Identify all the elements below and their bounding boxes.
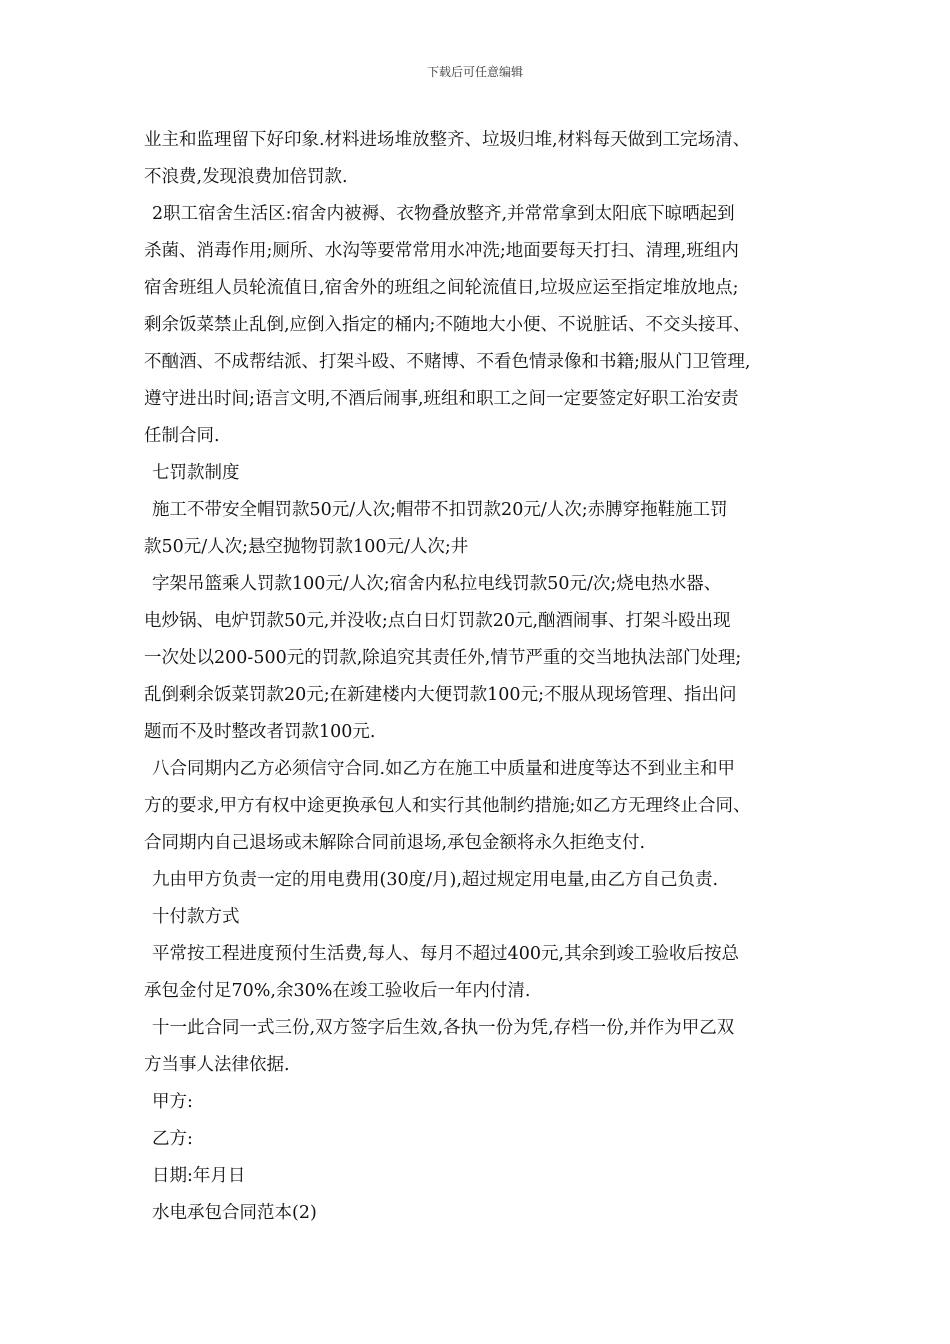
document-body	[144, 122, 824, 1232]
text-line: 平常按工程进度预付生活费,每人、每月不超过400元,其余到竣工验收后按总	[152, 944, 740, 964]
text-line: 遵守进出时间;语言文明,不酒后闹事,班组和职工之间一定要签定好职工治安责	[144, 389, 739, 409]
next-document-title: 水电承包合同范本(2)	[152, 1203, 317, 1223]
text-line: 施工不带安全帽罚款50元/人次;帽带不扣罚款20元/人次;赤膊穿拖鞋施工罚	[152, 500, 728, 520]
text-line: 不浪费,发现浪费加倍罚款.	[144, 167, 348, 187]
text-line: 九由甲方负责一定的用电费用(30度/月),超过规定用电量,由乙方自己负责.	[152, 870, 719, 890]
text-line: 合同期内自己退场或未解除合同前退场,承包金额将永久拒绝支付.	[144, 833, 646, 853]
text-line: 电炒锅、电炉罚款50元,并没收;点白日灯罚款20元,酗酒闹事、打架斗殴出现	[144, 611, 731, 631]
section-heading: 十付款方式	[152, 907, 240, 927]
text-line: 题而不及时整改者罚款100元.	[144, 722, 376, 742]
signature-party-a: 甲方:	[152, 1092, 193, 1112]
text-line: 方的要求,甲方有权中途更换承包人和实行其他制约措施;如乙方无理终止合同、	[144, 796, 751, 816]
text-line: 宿舍班组人员轮流值日,宿舍外的班组之间轮流值日,垃圾应运至指定堆放地点;	[144, 278, 739, 298]
signature-party-b: 乙方:	[152, 1129, 193, 1149]
section-heading: 七罚款制度	[152, 463, 240, 483]
text-line: 2职工宿舍生活区:宿舍内被褥、衣物叠放整齐,并常常拿到太阳底下晾晒起到	[152, 204, 735, 224]
text-line: 款50元/人次;悬空抛物罚款100元/人次;井	[144, 537, 469, 557]
text-line: 业主和监理留下好印象.材料进场堆放整齐、垃圾归堆,材料每天做到工完场清、	[144, 130, 751, 150]
text-line: 承包金付足70%,余30%在竣工验收后一年内付清.	[144, 981, 531, 1001]
text-line: 一次处以200-500元的罚款,除追究其责任外,情节严重的交当地执法部门处理;	[144, 648, 742, 668]
text-line: 八合同期内乙方必须信守合同.如乙方在施工中质量和进度等达不到业主和甲	[152, 759, 736, 779]
text-line: 十一此合同一式三份,双方签字后生效,各执一份为凭,存档一份,并作为甲乙双	[152, 1018, 735, 1038]
text-line: 任制合同.	[144, 426, 220, 446]
text-line: 不酗酒、不成帮结派、打架斗殴、不赌博、不看色情录像和书籍;服从门卫管理,	[144, 352, 751, 372]
text-line: 剩余饭菜禁止乱倒,应倒入指定的桶内;不随地大小便、不说脏话、不交头接耳、	[144, 315, 751, 335]
text-line: 乱倒剩余饭菜罚款20元;在新建楼内大便罚款100元;不服从现场管理、指出问	[144, 685, 737, 705]
page-header: 下载后可任意编辑	[426, 65, 523, 79]
text-line: 字架吊篮乘人罚款100元/人次;宿舍内私拉电线罚款50元/次;烧电热水器、	[152, 574, 722, 594]
text-line: 方当事人法律依据.	[144, 1055, 290, 1075]
text-line: 杀菌、消毒作用;厕所、水沟等要常常用水冲洗;地面要每天打扫、清理,班组内	[144, 241, 739, 261]
signature-date: 日期:年月日	[152, 1166, 246, 1186]
